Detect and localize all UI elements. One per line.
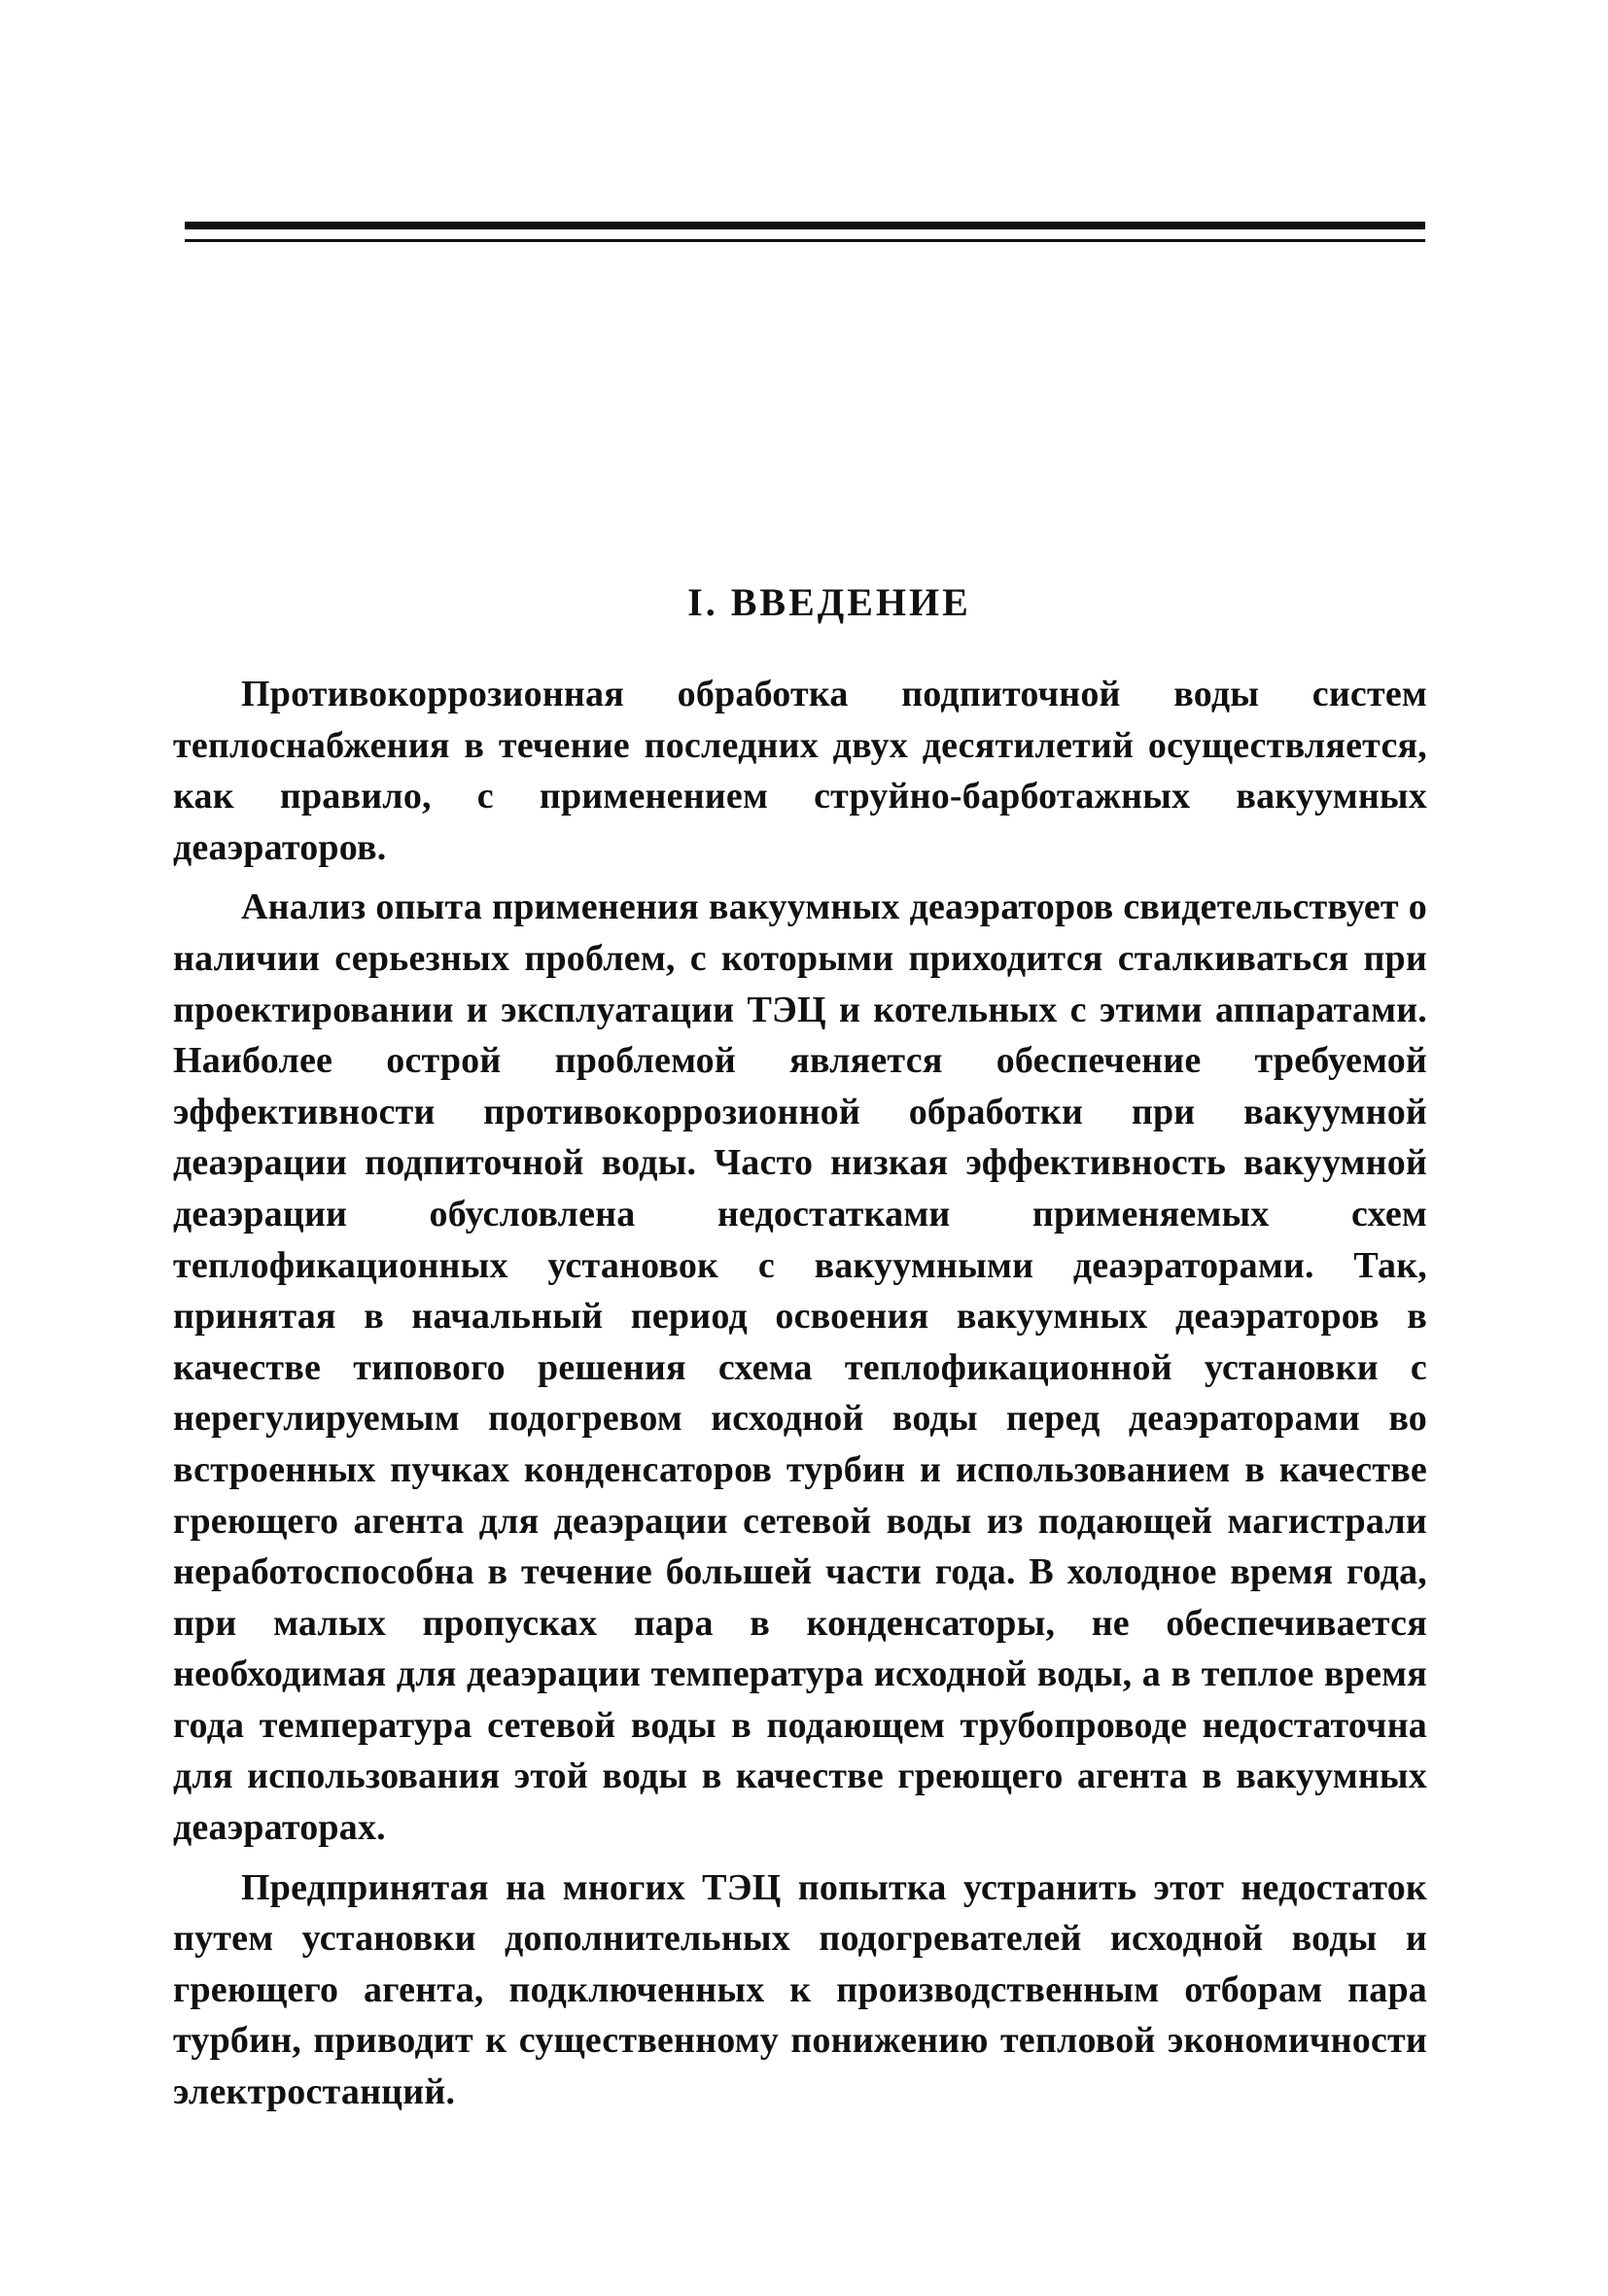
- section-heading: I. ВВЕДЕНИЕ: [687, 580, 971, 624]
- paragraph-2: Анализ опыта применения вакуумных деаэраторов свидетельствует о наличии серьезных проблем, с которыми приходится сталкиваться при проектировании и эксплуатации ТЭЦ и котельных с этими аппаратами. Наиболее острой проблемой является обеспечение требуемой эффективности противокоррозионной обработки при вакуумной деаэрации подпиточной воды. Часто низкая эффективность вакуумной деаэрации обусловлена недостатками применяемых схем теплофикационных установок с вакуумными деаэраторами. Так, принятая в начальный период освоения вакуумных деаэраторов в качестве типового решения схема теплофикационной установки с нерегулируемым подогревом исходной воды перед деаэраторами во встроенных пучках конденсаторов турбин и использованием в качестве греющего агента для деаэрации сетевой воды из подающей магистрали неработоспособна в течение большей части года. В холодное время года, при малых пропусках пара в конденсаторы, не обеспечивается необходимая для деаэрации температура исходной воды, а в теплое время года температура сетевой воды в подающем трубопроводе недостаточна для использования этой воды в качестве греющего агента в вакуумных деаэраторах.: [173, 887, 1427, 1849]
- paragraph-1: Противокоррозионная обработка подпиточной воды систем теплоснабжения в течение последних двух десятилетий осуществляется, как правило, с применением струйно-барботажных вакуумных деаэраторов.: [173, 674, 1427, 868]
- header-rule-thin: [185, 239, 1425, 242]
- paragraph-3: Предпринятая на многих ТЭЦ попытка устранить этот недостаток путем установки дополнительных подогревателей исходной воды и греющего агента, подключенных к производственным отборам пара турбин, приводит к существенному понижению тепловой экономичности электростанций.: [173, 1866, 1427, 2113]
- header-rule-thick: [185, 222, 1425, 229]
- page-content: [173, 574, 1427, 2118]
